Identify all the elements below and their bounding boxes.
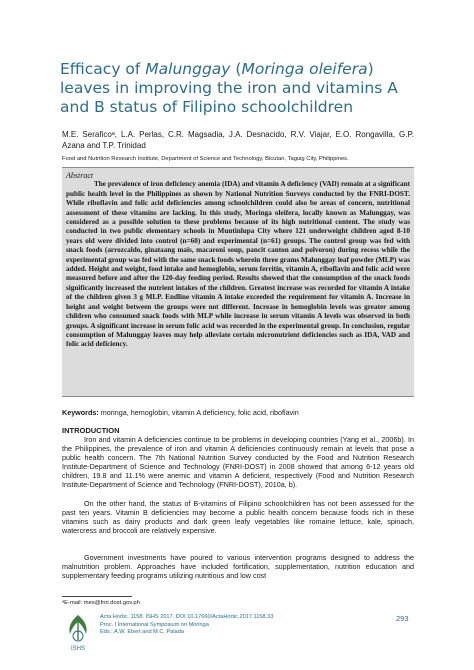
- footnote-divider: [62, 596, 132, 597]
- introduction-heading: INTRODUCTION: [62, 426, 120, 435]
- title-italic-moringa: Moringa oleifera: [241, 60, 368, 78]
- abstract-text: The prevalence of iron deficiency anemia (IDA) and vitamin A deficiency (VAD) remain at a significant public health level in the Philippines as shown by National Nutrition Surveys conducted by the FNRI-DOST. While riboflavin and folic acid deficiencies among schoolchildren could also be areas of concern, nutritional assessment of these vitamins are lacking. In this study, Moringa oleifera, locally known as Malunggay, was considered as a possible solution to these problems because of its high nutritional content. The study was conducted in two public elementary schools in Muntinlupa City where 121 underweight children aged 8-10 years old were divided into control (n=60) and experimental (n=61) groups. The control group was fed with snack foods (arrozcaldo, ginataang mais, macaroni soup, pancit canton and polvoron) during recess while the experimental group was fed with the same snack foods wherein three grams Malunggay leaf powder (MLP) was added. Height and weight, food intake and hemoglobin, serum ferritin, vitamin A, riboflavin and folic acid were measured before and after the 120-day feeding period. Results showed that the consumption of the snack foods significantly increased the nutrient intakes of the children. Greatest increase was recorded for vitamin A intake of the children given 3 g MLP. Endline vitamin A intake exceeded the requirement for vitamin A. Increase in height and weight between the groups were not different. Increase in hemoglobin levels was greater among children who consumed snack foods with MLP while increase in serum vitamin A levels was observed in both groups. A significant increase in serum folic acid was recorded in the experimental group. In conclusion, regular consumption of Malunggay leaves may help alleviate certain micronutrient deficiencies such as IDA, VAD and folic acid deficiency.: [66, 180, 410, 349]
- page-number: 293: [396, 614, 409, 623]
- citation-line-3: Eds.: A.W. Ebert and M.C. Palada: [100, 629, 184, 636]
- title-part-3: ) leaves in improving the iron and vitamins A and B status of Filipino schoolchildren: [60, 60, 398, 116]
- footnote-email: ᵃE-mail: mes@fnri.dost.gov.ph: [62, 600, 140, 606]
- title-part-2: (: [230, 60, 242, 78]
- abstract-heading: Abstract: [66, 171, 94, 180]
- abstract-box: [62, 167, 414, 397]
- affiliation: Food and Nutrition Research Institute, Department of Science and Technology, Bicutan, Taguig City, Philippines.: [62, 156, 349, 162]
- title-part-1: Efficacy of: [60, 60, 146, 78]
- introduction-paragraph-3: Government investments have poured to various intervention programs designed to address the malnutrition problem. Approaches have included fortification, supplementation, nutrition education and supplementary feeding programs utilizing nutritious and low cost: [62, 553, 414, 580]
- citation-line-2: Proc. I International Symposium on Moringa: [100, 621, 209, 628]
- title-italic-malunggay: Malunggay: [145, 60, 231, 78]
- author-list: M.E. Seraficoᵃ, L.A. Perlas, C.R. Magsadia, J.A. Desnacido, R.V. Viajar, E.O. Rongavilla, G.P. Azana and T.P. Trinidad: [62, 130, 414, 150]
- ishs-logo: [62, 612, 94, 652]
- keywords-label: Keywords:: [62, 408, 99, 417]
- introduction-paragraph-1: Iron and vitamin A deficiencies continue to be problems in developing countries (Yang et al., 2006b). In the Philippines, the prevalence of iron and vitamin A deficiencies continuously remain at levels that pose a public health concern. The 7th National Nutrition Survey conducted by the Food and Nutrition Research Institute-Department of Science and Technology (FNRI-DOST) in 2008 showed that among 6-12 years old children, 19.8 and 11.1% were anemic and vitamin A deficient, respectively (Food and Nutrition Research Institute-Department of Science and Technology (FNRI-DOST), 2010a, b).: [62, 435, 414, 489]
- citation-block: [100, 614, 273, 637]
- keywords-text: moringa, hemoglobin, vitamin A deficiency, folic acid, riboflavin: [98, 408, 299, 417]
- logo-text: ISHS: [70, 646, 86, 652]
- introduction-paragraph-2: On the other hand, the status of B-vitamins of Filipino schoolchildren has not been assessed for the past ten years. Vitamin B deficiencies may become a public health concern because foods rich in these vitamins such as dairy products and dark green leafy vegetables like romaine lettuce, kale, spinach, watercress and broccoli are relatively expensive.: [62, 499, 414, 535]
- citation-line-1: Acta Hortic. 1158. ISHS 2017. DOI 10.17660/ActaHortic.2017.1158.33: [100, 614, 274, 620]
- keywords-line: [62, 408, 414, 417]
- paper-title: [60, 60, 420, 117]
